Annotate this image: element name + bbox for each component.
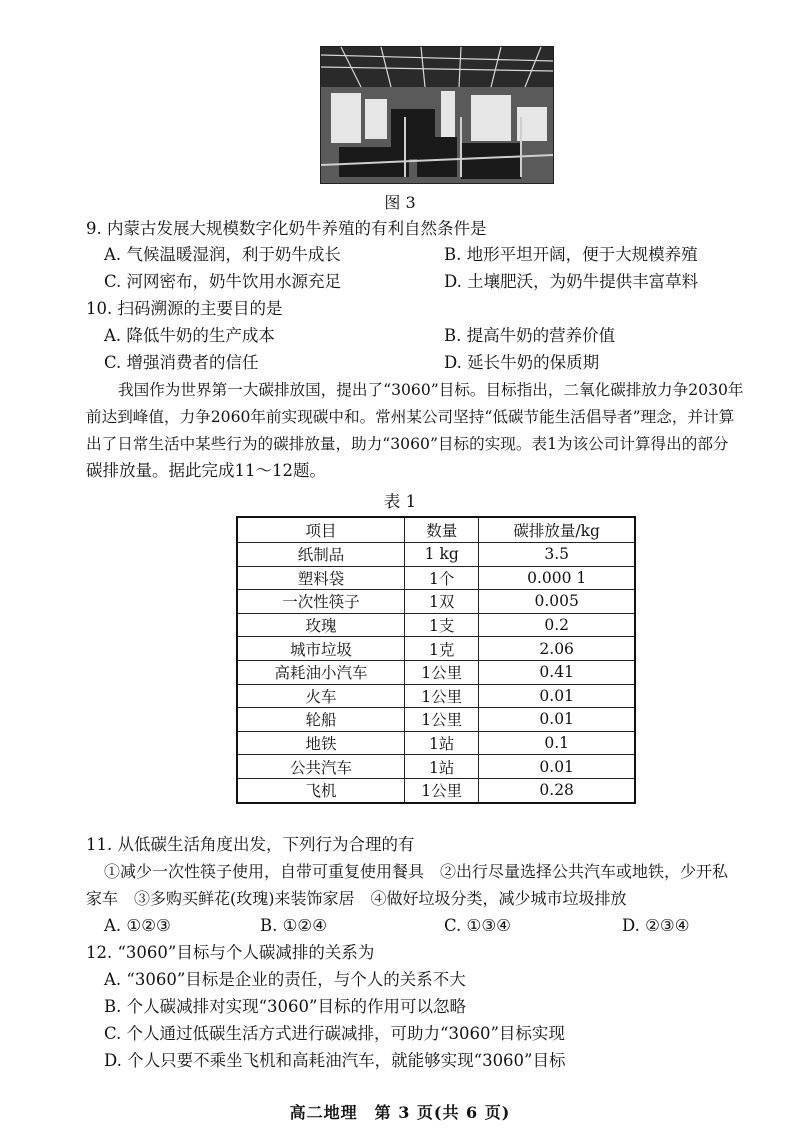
page-footer: 高二地理 第 3 页(共 6 页) — [289, 1103, 511, 1122]
question-11-statement-line-1: ①减少一次性筷子使用，自带可重复使用餐具 ②出行尽量选择公共汽车或地铁，少开私 — [104, 862, 729, 881]
table-header-emission: 碳排放量/kg — [479, 517, 635, 543]
question-11-option-b: B. ①②④ — [260, 916, 327, 935]
table-cell: 轮船 — [237, 708, 405, 732]
question-9-option-b: B. 地形平坦开阔，便于大规模养殖 — [444, 245, 698, 264]
table-row — [237, 778, 635, 802]
table-row — [237, 613, 635, 637]
table-cell: 高耗油小汽车 — [237, 660, 405, 684]
passage-line-4: 碳排放量。据此完成11～12题。 — [86, 461, 326, 480]
table-cell: 0.1 — [479, 731, 635, 755]
table-cell: 一次性筷子 — [237, 590, 405, 614]
table-header-quantity: 数量 — [405, 517, 479, 543]
table-row — [237, 566, 635, 590]
table-header-row — [237, 517, 635, 543]
table-row — [237, 684, 635, 708]
passage-line-1: 我国作为世界第一大碳排放国，提出了“3060”目标。目标指出，二氧化碳排放力争2030年 — [118, 381, 744, 399]
table-cell: 0.01 — [479, 684, 635, 708]
table-cell: 1 kg — [405, 543, 479, 567]
table-row — [237, 731, 635, 755]
question-10-option-b: B. 提高牛奶的营养价值 — [444, 326, 616, 345]
passage-line-2: 前达到峰值，力争2060年前实现碳中和。常州某公司坚持“低碳节能生活倡导者”理念，并计算 — [86, 408, 735, 426]
question-9-option-d: D. 土壤肥沃，为奶牛提供丰富草料 — [444, 272, 699, 291]
question-10-stem: 10. 扫码溯源的主要目的是 — [86, 299, 283, 318]
question-10-option-a: A. 降低牛奶的生产成本 — [104, 326, 275, 345]
carbon-emission-table — [236, 516, 636, 804]
table-row — [237, 755, 635, 779]
table-cell: 公共汽车 — [237, 755, 405, 779]
question-11-stem: 11. 从低碳生活角度出发，下列行为合理的有 — [86, 835, 415, 854]
table-row — [237, 543, 635, 567]
question-10-option-d: D. 延长牛奶的保质期 — [444, 353, 600, 372]
table-cell: 1站 — [405, 731, 479, 755]
table-cell: 玫瑰 — [237, 613, 405, 637]
table-cell: 1支 — [405, 613, 479, 637]
question-11-option-a: A. ①②③ — [104, 916, 171, 935]
table-cell: 0.000 1 — [479, 566, 635, 590]
question-12-option-d: D. 个人只要不乘坐飞机和高耗油汽车，就能够实现“3060”目标 — [104, 1051, 566, 1070]
table-row — [237, 660, 635, 684]
table-1-caption: 表 1 — [383, 492, 417, 511]
table-cell: 0.005 — [479, 590, 635, 614]
question-10-option-c: C. 增强消费者的信任 — [104, 353, 259, 372]
question-12-option-a: A. “3060”目标是企业的责任，与个人的关系不大 — [104, 970, 466, 989]
question-9-option-a: A. 气候温暖湿润，利于奶牛成长 — [104, 245, 341, 264]
figure-3-caption: 图 3 — [384, 193, 416, 212]
table-cell: 1公里 — [405, 778, 479, 802]
table-cell: 2.06 — [479, 637, 635, 661]
table-row — [237, 708, 635, 732]
figure-3-photo — [320, 46, 554, 184]
table-cell: 1双 — [405, 590, 479, 614]
question-9-option-c: C. 河网密布，奶牛饮用水源充足 — [104, 272, 342, 291]
table-cell: 地铁 — [237, 731, 405, 755]
table-cell: 1克 — [405, 637, 479, 661]
table-header-item: 项目 — [237, 517, 405, 543]
question-12-stem: 12. “3060”目标与个人碳减排的关系为 — [86, 943, 375, 962]
table-cell: 0.28 — [479, 778, 635, 802]
table-cell: 1公里 — [405, 660, 479, 684]
question-11-option-c: C. ①③④ — [444, 916, 511, 935]
table-cell: 0.2 — [479, 613, 635, 637]
table-cell: 3.5 — [479, 543, 635, 567]
table-row — [237, 590, 635, 614]
table-cell: 1个 — [405, 566, 479, 590]
question-12-option-b: B. 个人碳减排对实现“3060”目标的作用可以忽略 — [104, 997, 466, 1016]
table-cell: 1公里 — [405, 708, 479, 732]
table-cell: 1站 — [405, 755, 479, 779]
table-row — [237, 637, 635, 661]
table-cell: 塑料袋 — [237, 566, 405, 590]
table-cell: 火车 — [237, 684, 405, 708]
question-9-stem: 9. 内蒙古发展大规模数字化奶牛养殖的有利自然条件是 — [86, 219, 487, 238]
table-cell: 1公里 — [405, 684, 479, 708]
passage-line-3: 出了日常生活中某些行为的碳排放量，助力“3060”目标的实现。表1为该公司计算得出的部分 — [86, 435, 729, 453]
question-11-statement-line-2: 家车 ③多购买鲜花(玫瑰)来装饰家居 ④做好垃圾分类，减少城市垃圾排放 — [86, 889, 627, 908]
table-cell: 城市垃圾 — [237, 637, 405, 661]
question-11-option-d: D. ②③④ — [622, 916, 690, 935]
table-cell: 纸制品 — [237, 543, 405, 567]
question-12-option-c: C. 个人通过低碳生活方式进行碳减排，可助力“3060”目标实现 — [104, 1024, 565, 1043]
table-cell: 0.01 — [479, 708, 635, 732]
table-cell: 0.41 — [479, 660, 635, 684]
table-cell: 0.01 — [479, 755, 635, 779]
table-cell: 飞机 — [237, 778, 405, 802]
